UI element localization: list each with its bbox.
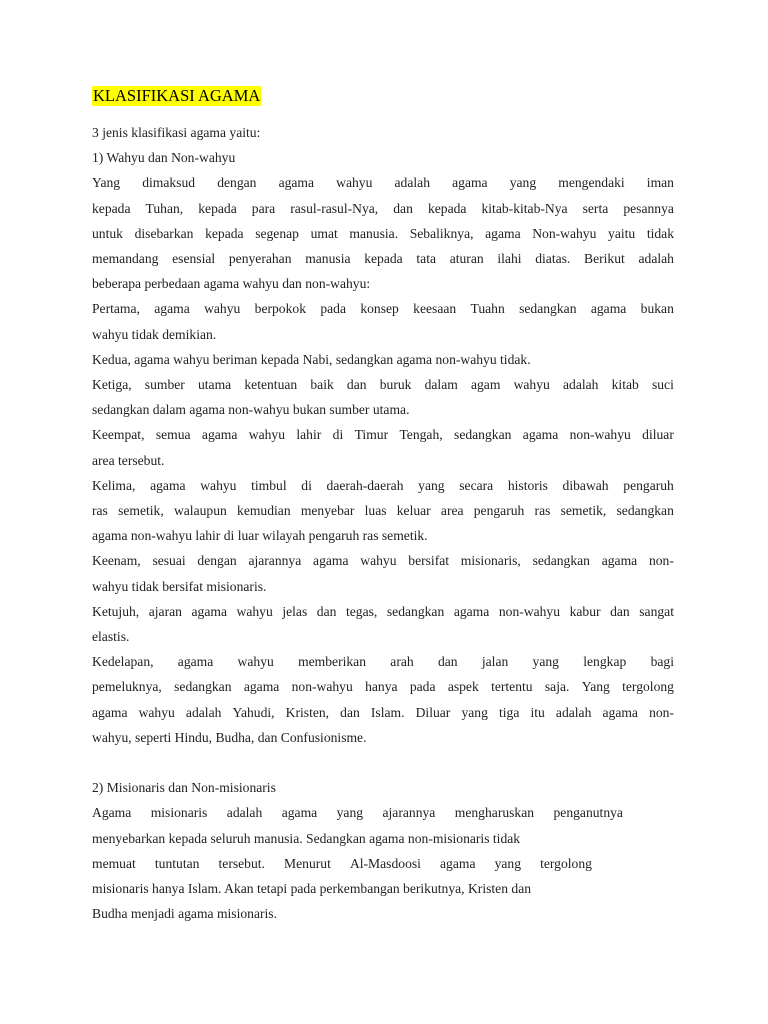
text-line: Yang dimaksud dengan agama wahyu adalah agama yang mengendaki iman: [92, 175, 674, 191]
text-line: Pertama, agama wahyu berpokok pada konsep keesaan Tuahn sedangkan agama bukan: [92, 301, 674, 317]
text-line: Kedua, agama wahyu beriman kepada Nabi, sedangkan agama non-wahyu tidak.: [92, 351, 531, 367]
text-line: Kelima, agama wahyu timbul di daerah-daerah yang secara historis dibawah pengaruh: [92, 477, 674, 493]
text-line: wahyu tidak demikian.: [92, 326, 217, 342]
text-line: memuat tuntutan tersebut. Menurut Al-Masdoosi agama yang tergolong: [92, 855, 592, 871]
text-line: Ketiga, sumber utama ketentuan baik dan buruk dalam agam wahyu adalah kitab suci: [92, 377, 674, 393]
text-line: ras semetik, walaupun kemudian menyebar luas keluar area pengaruh ras semetik, sedangkan: [92, 503, 674, 519]
text-line: Budha menjadi agama misionaris.: [92, 906, 277, 922]
text-line: beberapa perbedaan agama wahyu dan non-wahyu:: [92, 276, 371, 292]
text-line: elastis.: [92, 629, 130, 645]
text-line: wahyu, seperti Hindu, Budha, dan Confusionisme.: [92, 729, 367, 745]
text-line: untuk disebarkan kepada segenap umat manusia. Sebaliknya, agama Non-wahyu yaitu tidak: [92, 225, 674, 241]
text-line: Keenam, sesuai dengan ajarannya agama wahyu bersifat misionaris, sedangkan agama non-: [92, 553, 674, 569]
document-title: KLASIFIKASI AGAMA: [93, 86, 261, 105]
text-line: Keempat, semua agama wahyu lahir di Timur Tengah, sedangkan agama non-wahyu diluar: [92, 427, 674, 443]
section-1-body: [92, 170, 674, 750]
section-2-body: [92, 800, 674, 926]
section-spacer: [92, 750, 674, 775]
text-line: wahyu tidak bersifat misionaris.: [92, 578, 267, 594]
text-line: pemeluknya, sedangkan agama non-wahyu hanya pada aspek tertentu saja. Yang tergolong: [92, 679, 674, 695]
section-1-heading: 1) Wahyu dan Non-wahyu: [92, 150, 236, 166]
text-line: menyebarkan kepada seluruh manusia. Sedangkan agama non-misionaris tidak: [92, 830, 521, 846]
text-line: memandang esensial penyerahan manusia kepada tata aturan ilahi diatas. Berikut adalah: [92, 251, 674, 267]
section-2-heading: 2) Misionaris dan Non-misionaris: [92, 780, 276, 796]
text-line: agama wahyu adalah Yahudi, Kristen, dan Islam. Diluar yang tiga itu adalah agama non-: [92, 704, 674, 720]
text-line: agama non-wahyu lahir di luar wilayah pengaruh ras semetik.: [92, 528, 428, 544]
text-line: Agama misionaris adalah agama yang ajarannya mengharuskan penganutnya: [92, 805, 623, 821]
text-line: sedangkan dalam agama non-wahyu bukan sumber utama.: [92, 402, 410, 418]
text-line: Ketujuh, ajaran agama wahyu jelas dan tegas, sedangkan agama non-wahyu kabur dan sangat: [92, 603, 674, 619]
intro-text: 3 jenis klasifikasi agama yaitu:: [92, 125, 261, 140]
text-line: area tersebut.: [92, 452, 165, 468]
document-page: [92, 86, 674, 926]
text-line: kepada Tuhan, kepada para rasul-rasul-Nya, dan kepada kitab-kitab-Nya serta pesannya: [92, 200, 674, 216]
text-line: Kedelapan, agama wahyu memberikan arah dan jalan yang lengkap bagi: [92, 654, 674, 670]
text-line: misionaris hanya Islam. Akan tetapi pada perkembangan berikutnya, Kristen dan: [92, 881, 532, 897]
